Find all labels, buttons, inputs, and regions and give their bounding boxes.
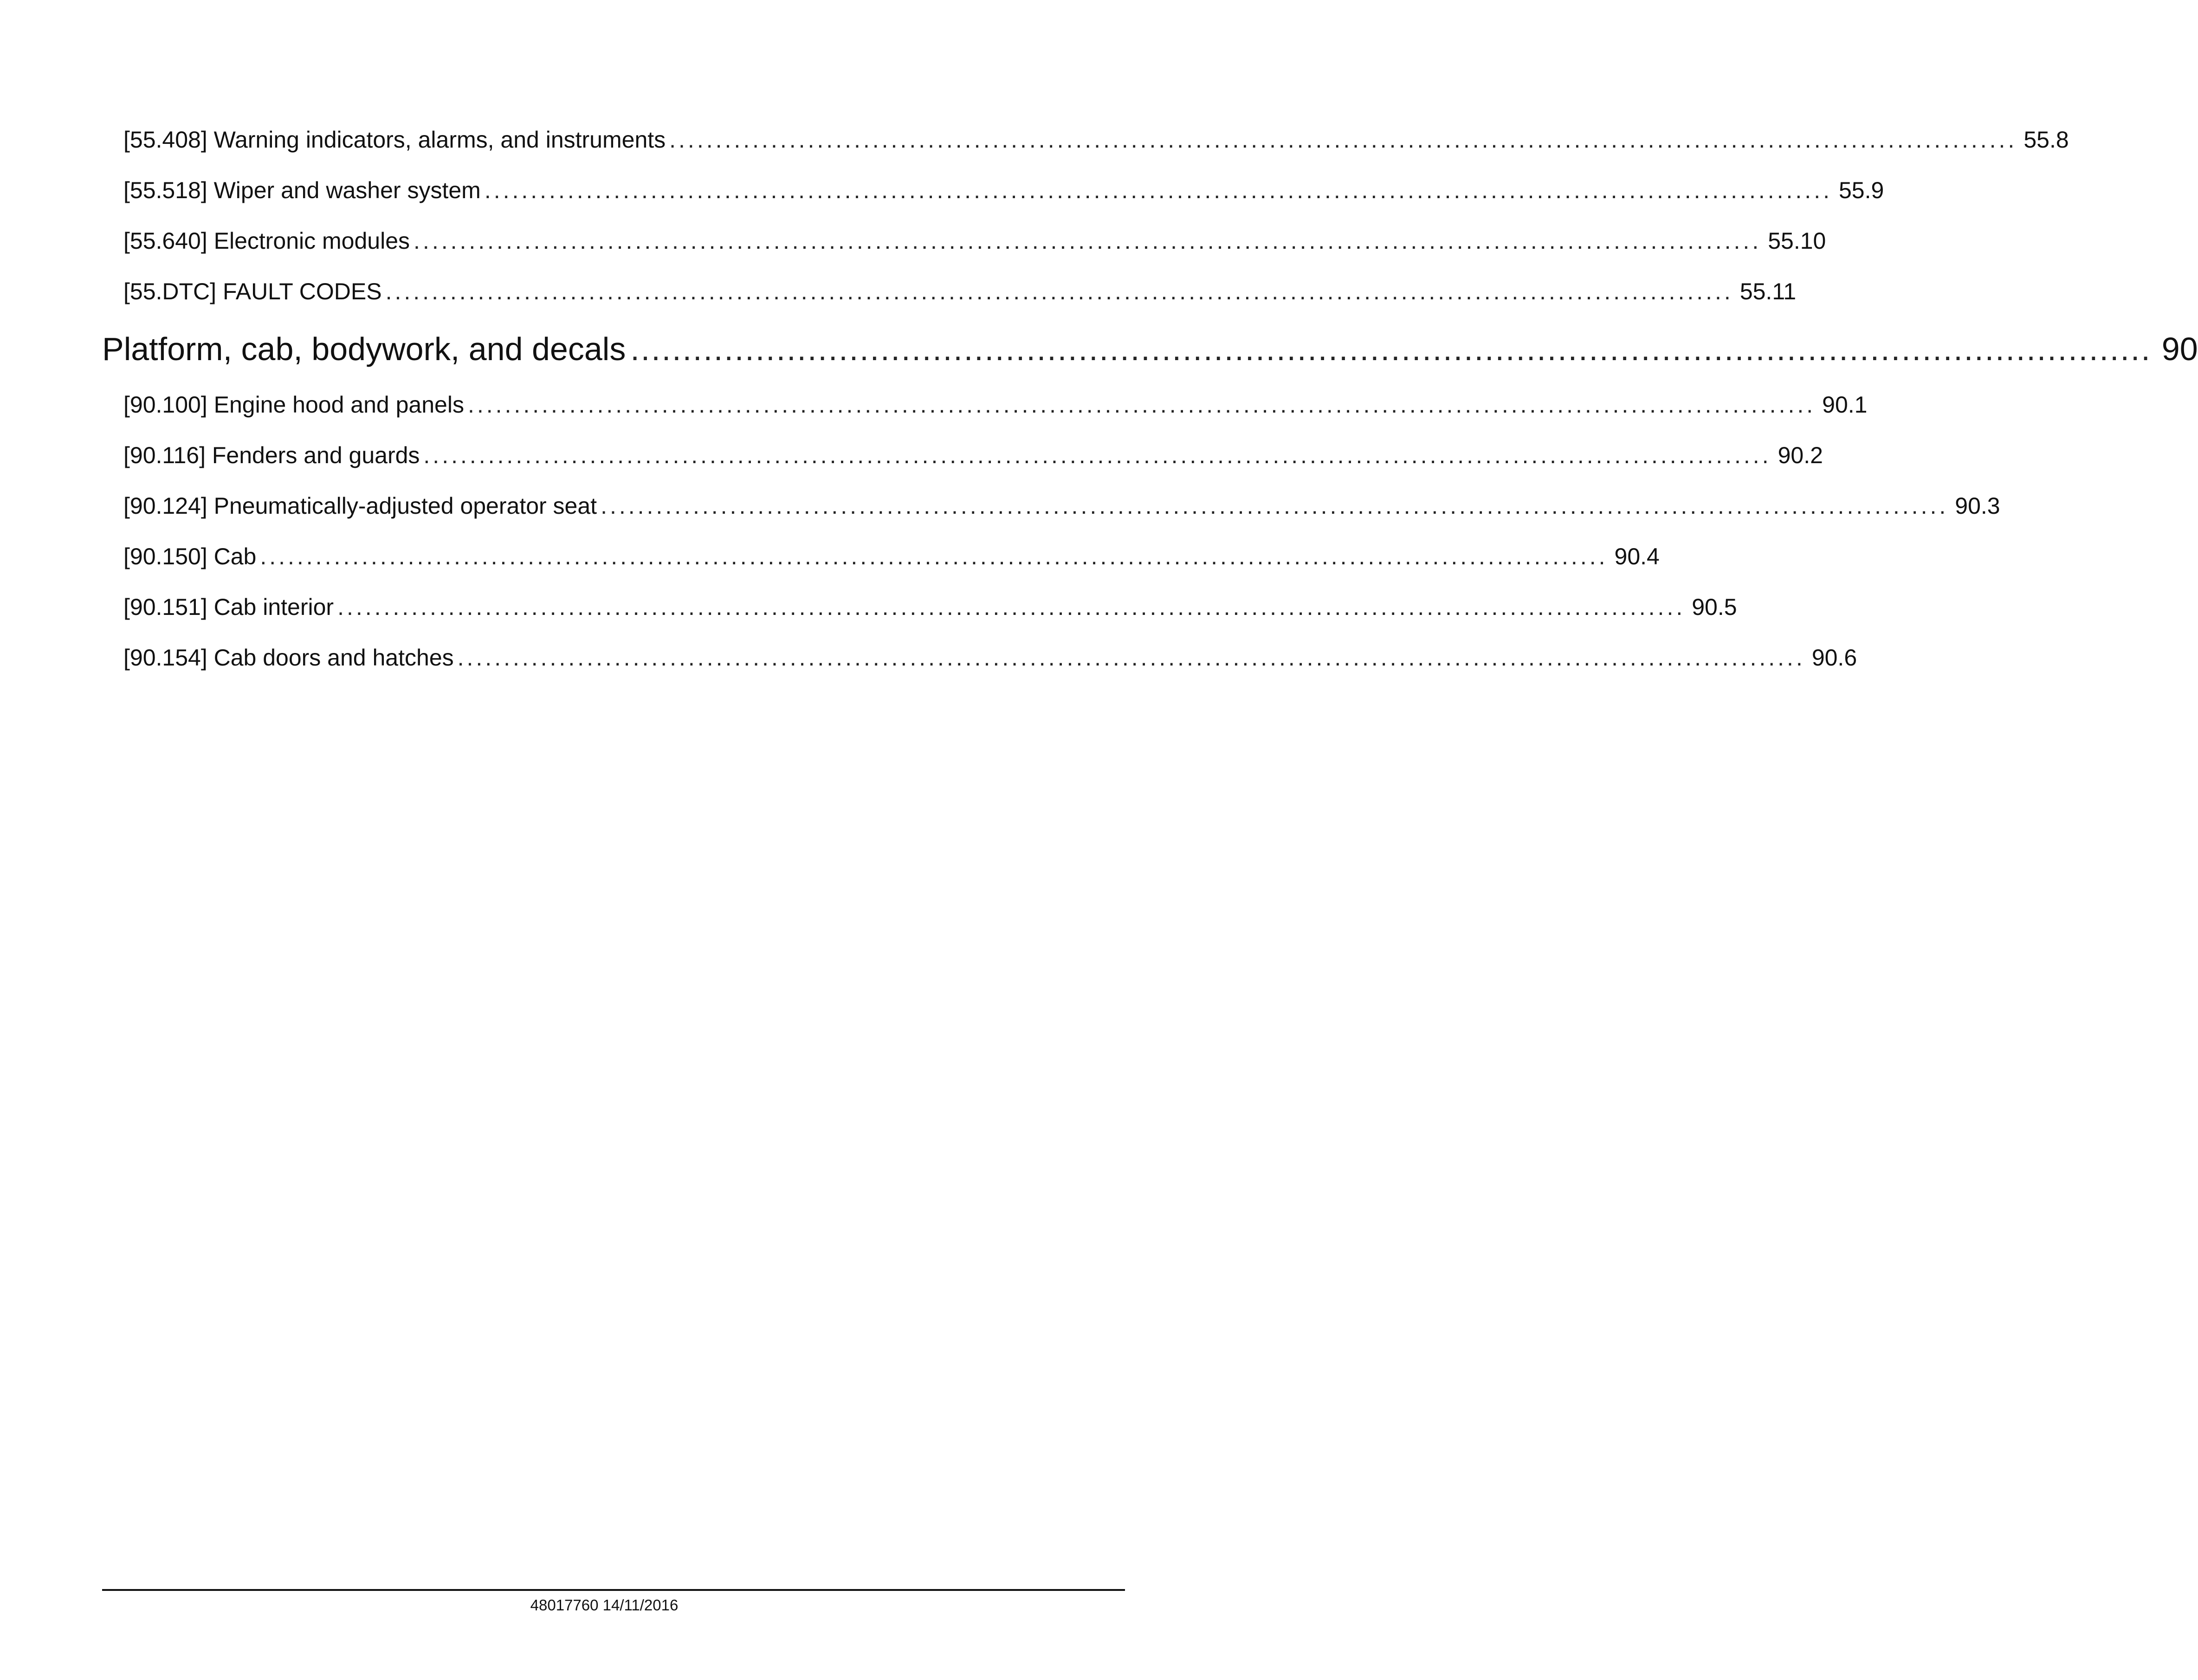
toc-entry[interactable]	[123, 543, 1660, 575]
toc-entry-page: 90.5	[1692, 594, 1737, 620]
dot-leader: ..................................................................................................................................................	[484, 177, 1832, 203]
toc-entry-title: [90.124] Pneumatically-adjusted operator seat	[123, 493, 597, 519]
dot-leader: ..................................................................................................................................................	[414, 228, 1762, 254]
dot-leader: ..................................................................................................................................................	[385, 278, 1733, 304]
toc-entry-title: [90.100] Engine hood and panels	[123, 392, 464, 418]
toc-entry-title: [55.DTC] FAULT CODES	[123, 278, 382, 304]
toc-entry-title: [55.408] Warning indicators, alarms, and instruments	[123, 127, 666, 153]
toc-section-heading[interactable]	[102, 330, 2198, 375]
dot-leader: ..................................................................................................................................................	[457, 645, 1805, 671]
toc-entry-page: 55.8	[2023, 127, 2069, 153]
dot-leader: ..................................................................................................................................................	[260, 543, 1608, 569]
toc-section-title: Platform, cab, bodywork, and decals	[102, 331, 626, 367]
footer-document-id: 48017760 14/11/2016	[530, 1596, 679, 1614]
toc-entry-title: [90.154] Cab doors and hatches	[123, 645, 454, 671]
toc-entry[interactable]	[123, 644, 1857, 677]
toc-entry-title: [90.116] Fenders and guards	[123, 442, 420, 468]
toc-entry-page: 90.1	[1822, 392, 1868, 418]
toc-entry[interactable]	[123, 492, 2000, 525]
toc-entry-page: 55.9	[1839, 177, 1884, 203]
toc-entry-page: 90.2	[1778, 442, 1823, 468]
dot-leader: ..................................................................................................................................................	[467, 392, 1816, 418]
toc-entry-title: [55.518] Wiper and washer system	[123, 177, 481, 203]
dot-leader: ..................................................................................................................................................	[669, 127, 2017, 153]
toc-section-page: 90	[2161, 331, 2198, 367]
toc-entry[interactable]	[123, 278, 1797, 310]
toc-entry[interactable]	[123, 391, 1868, 424]
toc-entry-page: 55.10	[1768, 228, 1826, 254]
toc-entry-page: 90.3	[1955, 493, 2000, 519]
dot-leader: ..................................................................................................................................................	[337, 594, 1686, 620]
toc-entry-title: [55.640] Electronic modules	[123, 228, 410, 254]
toc-entry-page: 55.11	[1739, 278, 1797, 304]
dot-leader: ..................................................................................................................................................	[423, 442, 1771, 468]
dot-leader: ..................................................................................................................................................	[601, 493, 1949, 519]
toc-entry[interactable]	[123, 594, 1737, 626]
dot-leader: ..................................................................................................................................................	[630, 331, 2152, 367]
footer-divider	[102, 1589, 1125, 1591]
toc-entry[interactable]	[123, 126, 2069, 159]
toc-entry[interactable]	[123, 442, 1823, 474]
toc-entry[interactable]	[123, 227, 1826, 260]
toc-entry-title: [90.151] Cab interior	[123, 594, 334, 620]
toc-entry-title: [90.150] Cab	[123, 543, 257, 569]
toc-entry-page: 90.6	[1811, 645, 1857, 671]
toc-entry[interactable]	[123, 177, 1884, 209]
toc-entry-page: 90.4	[1614, 543, 1660, 569]
